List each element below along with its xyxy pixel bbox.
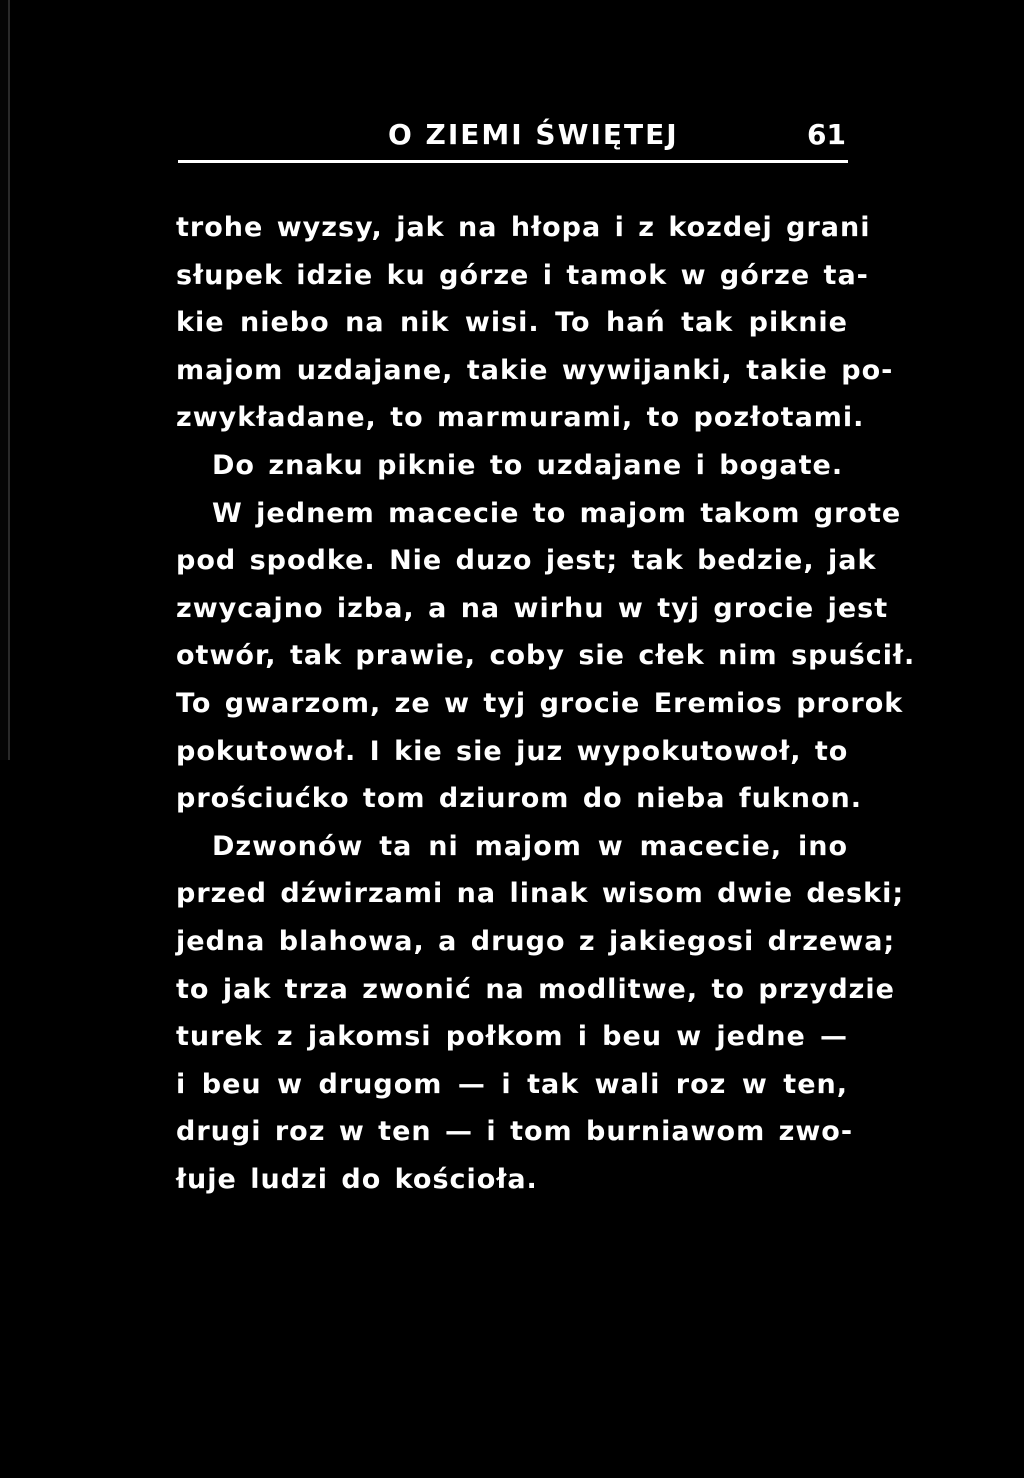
text-line: Dzwonów ta ni majom w macecie, ino	[212, 830, 848, 862]
page-edge-strip	[0, 0, 10, 760]
text-line: to jak trza zwonić na modlitwe, to przydzie	[176, 973, 895, 1005]
text-line: zwycajno izba, a na wirhu w tyj grocie jest	[176, 592, 889, 624]
body-text	[176, 212, 916, 1211]
text-line: otwór, tak prawie, coby sie cłek nim spuścił.	[176, 640, 916, 672]
text-line: jedna blahowa, a drugo z jakiegosi drzewa;	[176, 925, 896, 957]
text-line: turek z jakomsi połkom i beu w jedne —	[176, 1021, 848, 1053]
text-line: W jednem macecie to majom takom grote	[212, 497, 902, 529]
text-line: drugi roz w ten — i tom burniawom zwo-	[176, 1116, 854, 1148]
running-title: O ZIEMI ŚWIĘTEJ	[388, 118, 679, 151]
text-line: To gwarzom, ze w tyj grocie Eremios prorok	[176, 687, 904, 719]
text-line: Do znaku piknie to uzdajane i bogate.	[212, 449, 844, 481]
text-line: łuje ludzi do kościoła.	[176, 1163, 538, 1195]
text-line: trohe wyzsy, jak na hłopa i z kozdej grani	[176, 212, 871, 243]
text-line: zwykładane, to marmurami, to pozłotami.	[176, 402, 865, 434]
text-line: majom uzdajane, takie wywijanki, takie po-	[176, 354, 894, 386]
header-rule	[178, 160, 848, 163]
page-header	[178, 118, 848, 158]
text-line: kie niebo na nik wisi. To hań tak piknie	[176, 307, 848, 339]
text-line: i beu w drugom — i tak wali roz w ten,	[176, 1068, 848, 1100]
text-line: pod spodke. Nie duzo jest; tak bedzie, jak	[176, 545, 877, 577]
text-line: słupek idzie ku górze i tamok w górze ta-	[176, 259, 869, 291]
text-line: pokutowoł. I kie sie juz wypokutowoł, to	[176, 735, 849, 767]
page-number: 61	[807, 118, 846, 151]
text-line: prościućko tom dziurom do nieba fuknon.	[176, 783, 863, 815]
text-line: przed dźwirzami na linak wisom dwie deski;	[176, 878, 905, 910]
